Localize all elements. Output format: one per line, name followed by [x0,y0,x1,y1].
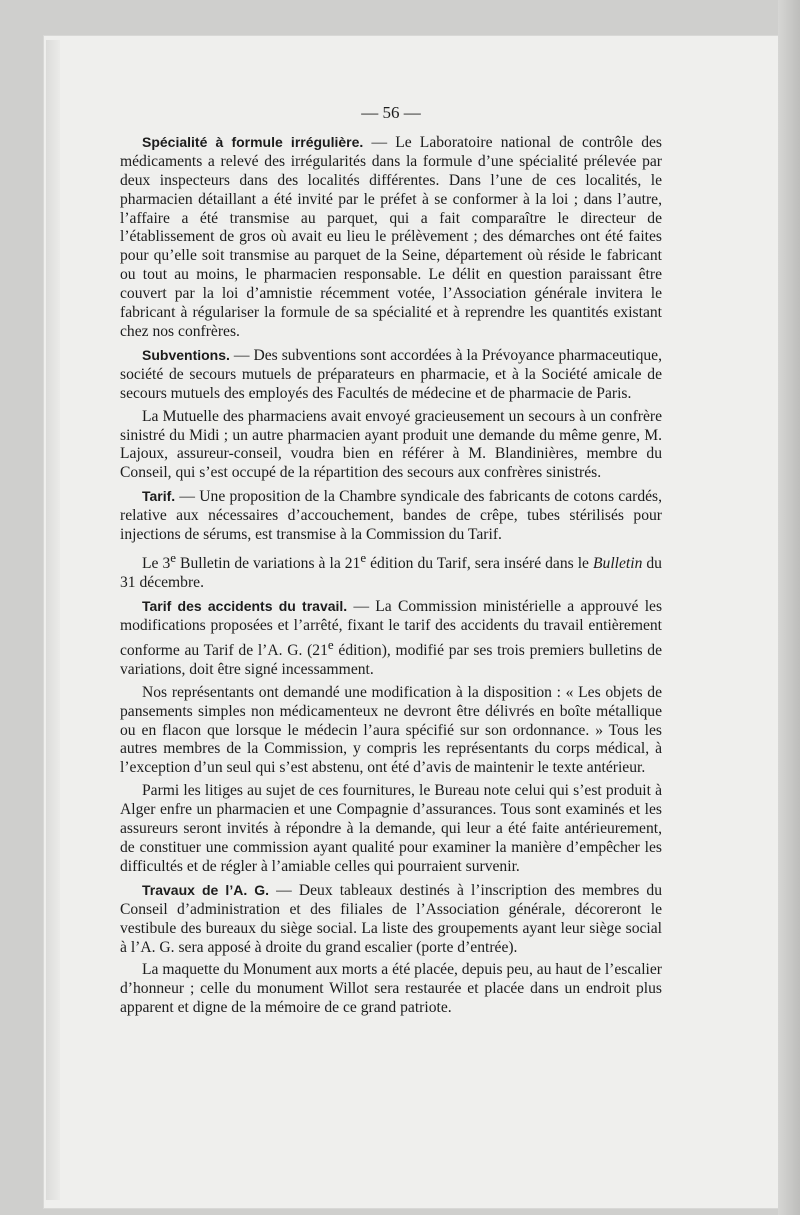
paragraph: Parmi les litiges au sujet de ces fournitures, le Bureau note celui qui s’est produit à Alger enfre un pharmacien et une Compagnie d’assurances. Tous sont examinés et les assureurs seront invités à répondre à la demande, qui leur a été faite antérieurement, de constituer une commission ayant qualité pour examiner la manière d’empêcher les difficultés et de régler à l’amiable celles qui pourraient survenir. [120,782,662,875]
superscript: e [327,636,334,652]
section-subventions [120,346,662,404]
superscript: e [360,549,367,565]
paragraph-text: — Deux tableaux destinés à l’inscription des membres du Conseil d’administration et des filiales de l’Association générale, décoreront le vestibule des bureaux du siège social. La liste des groupements ayant leur siège social à l’A. G. sera apposé à droite du grand escalier (porte d’entrée). [120,881,663,956]
superscript: e [170,549,177,565]
text-run: — La Commission ministérielle a approuvé les modifications proposées et l’arrêté, fixant le tarif des accidents du travail entièrement conforme au Tarif de l’A. G. (21 [120,597,663,659]
section-heading: Spécialité à formule irrégulière. [142,133,364,150]
paragraph: La maquette du Monument aux morts a été placée, depuis peu, au haut de l’escalier d’honneur ; celle du monument Willot sera restaurée et placée dans un endroit plus apparent et digne de la mémoire de ce grand patriote. [120,961,662,1017]
italic-text: Bulletin [593,555,643,573]
page-number: — 56 — [361,103,421,122]
paragraph: Nos représentants ont demandé une modification à la disposition : « Les objets de pansements simples non médicamenteux ne devront être délivrés en boîte métallique ou en flacon que lorsque le médecin l’aura spécifié sur son ordonnance. » Tous les autres membres de la Commission, y compris les représentants du corps médical, à l’exception d’un seul qui s’est abstenu, ont été d’avis de maintenir le texte antérieur. [120,683,662,777]
section-heading: Travaux de l’A. G. [142,881,270,898]
paragraph [120,549,662,593]
section-tarif [120,487,662,545]
section-specialite [120,133,662,342]
text-run: édition), modifié par ses trois premiers bulletins de variations, doit être signé incessamment. [120,641,662,678]
binding-edge [778,0,800,1215]
paragraph-text: — Des subventions sont accordées à la Prévoyance pharmaceutique, société de secours mutuels de préparateurs en pharmacie, et à la Société amicale de secours mutuels des employés des Facultés de médecine et de pharmacie de Paris. [120,346,662,402]
section-tarif-accidents [120,597,662,680]
page-body [120,104,662,1022]
text-run: Le 3 [142,555,171,573]
paragraph: La Mutuelle des pharmaciens avait envoyé gracieusement un secours à un confrère sinistré du Midi ; un autre pharmacien ayant produit une demande du même genre, M. Lajoux, assureur-conseil, voudra bien en référer à M. Blandinières, membre du Conseil, qui s’est occupé de la répartition des secours aux confrères sinistrés. [120,407,662,482]
section-travaux [120,881,662,958]
paragraph-text: — Le Laboratoire national de contrôle des médicaments a relevé des irrégularités dans la formule d’une spécialité prélevée par deux inspecteurs dans des localités différentes. Dans l’une de ces localités, le pharmacien détaillant a été invité par le préfet à se conformer à la loi ; dans l’autre, l’affaire a été transmise au parquet, qui a fait comparaître le directeur de l’établissement de gros où avait eu lieu le prélèvement ; des démarches ont été faites pour qu’elle soit transmise au parquet de la Seine, département où réside le fabricant ou tout au moins, le pharmacien responsable. Le délit en question paraissant être couvert par la loi d’amnistie récemment votée, l’Association générale invitera le fabricant à régulariser la formule de sa spécialité et à reprendre les quantités existant chez nos confrères. [120,133,662,340]
text-run: du 31 décembre. [120,555,662,592]
section-heading: Tarif. [142,488,176,505]
section-heading: Subventions. [142,346,230,363]
text-run: édition du Tarif, sera inséré dans le [366,555,593,573]
section-heading: Tarif des accidents du travail. [142,597,348,614]
page-edge [46,40,60,1200]
paragraph-text: — Une proposition de la Chambre syndicale des fabricants de cotons cardés, relative aux nécessaires d’accouchement, bandes de crêpe, tubes stérilisés pour injections de sérums, est transmise à la Commission du Tarif. [120,488,662,544]
text-run: Bulletin de variations à la 21 [176,555,361,573]
